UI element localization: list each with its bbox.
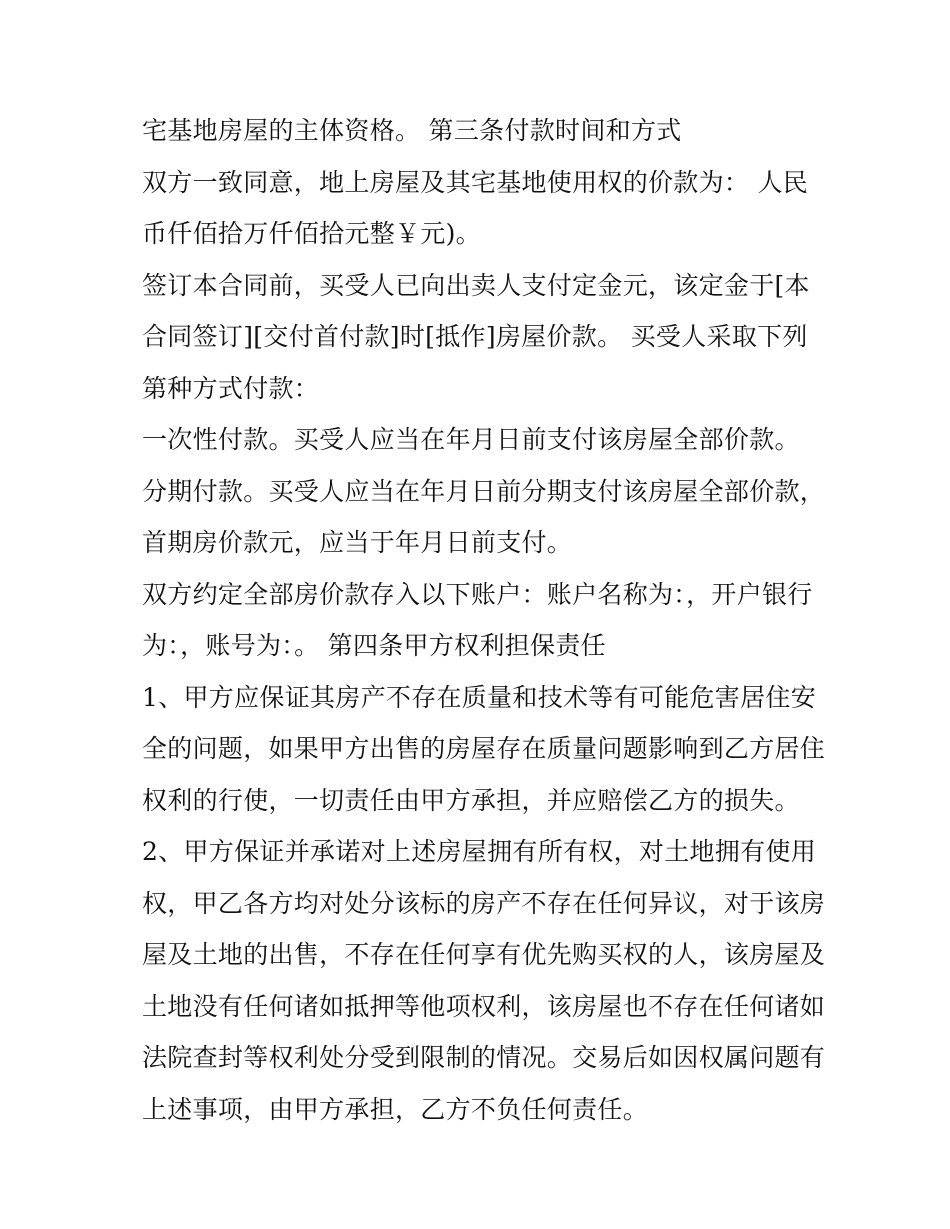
text-line: 双方一致同意，地上房屋及其宅基地使用权的价款为： 人民 bbox=[142, 167, 809, 197]
text-line: 权，甲乙各方均对处分该标的房产不存在任何异议，对于该房 bbox=[142, 888, 826, 918]
text-line: 2、甲方保证并承诺对上述房屋拥有所有权，对土地拥有使用 bbox=[142, 837, 817, 866]
text-line: 为：，账号为：。 第四条甲方权利担保责任 bbox=[142, 631, 606, 660]
text-line: 一次性付款。买受人应当在年月日前支付该房屋全部价款。 bbox=[142, 425, 800, 454]
text-line: 签订本合同前，买受人已向出卖人支付定金元，该定金于[本 bbox=[142, 270, 810, 300]
text-line: 权利的行使，一切责任由甲方承担，并应赔偿乙方的损失。 bbox=[142, 785, 800, 815]
text-line: 全的问题，如果甲方出售的房屋存在质量问题影响到乙方居住 bbox=[142, 734, 826, 763]
text-line: 合同签订][交付首付款]时[抵作]房屋价款。 买受人采取下列 bbox=[142, 322, 808, 351]
text-line: 屋及土地的出售，不存在任何享有优先购买权的人，该房屋及 bbox=[142, 940, 826, 969]
text-line: 双方约定全部房价款存入以下账户：账户名称为：，开户银行 bbox=[142, 579, 813, 609]
document-body bbox=[142, 105, 826, 1135]
text-line: 分期付款。买受人应当在年月日前分期支付该房屋全部价款， bbox=[142, 476, 826, 506]
text-line: 土地没有任何诸如抵押等他项权利，该房屋也不存在任何诸如 bbox=[142, 991, 826, 1021]
text-line: 宅基地房屋的主体资格。 第三条付款时间和方式 bbox=[142, 116, 682, 145]
text-line: 法院查封等权利处分受到限制的情况。交易后如因权属问题有 bbox=[142, 1043, 826, 1072]
text-line: 第种方式付款： bbox=[142, 373, 320, 403]
text-line: 上述事项，由甲方承担，乙方不负任何责任。 bbox=[142, 1094, 649, 1124]
text-line: 1、甲方应保证其房产不存在质量和技术等有可能危害居住安 bbox=[142, 682, 817, 712]
text-line: 首期房价款元，应当于年月日前支付。 bbox=[142, 528, 573, 557]
text-line: 币仟佰拾万仟佰拾元整￥元)。 bbox=[142, 219, 481, 248]
